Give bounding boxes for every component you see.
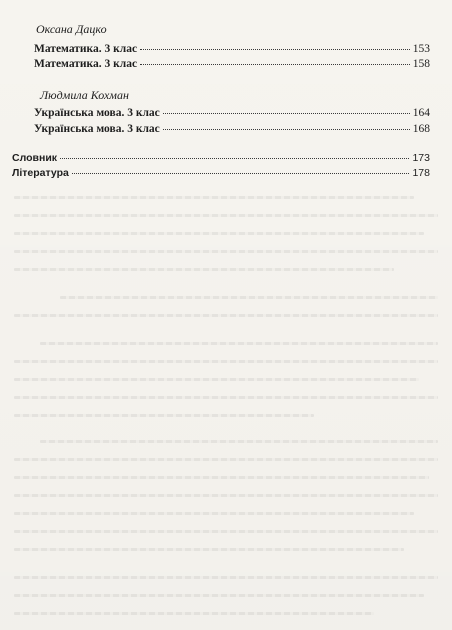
bleed-line	[14, 612, 374, 615]
toc-entry-page: 153	[412, 43, 430, 55]
toc-entry[interactable]	[34, 106, 430, 120]
bleed-line	[14, 458, 438, 461]
bleed-line	[14, 360, 438, 363]
bleed-line	[14, 396, 438, 399]
dot-leader	[60, 149, 409, 159]
bleed-line	[14, 214, 438, 217]
toc-entry-bibliography[interactable]	[12, 166, 430, 180]
bleed-line	[14, 494, 438, 497]
section-author: Людмила Кохман	[40, 88, 129, 102]
toc-entry-page: 178	[412, 167, 430, 179]
toc-entry-page: 173	[412, 152, 430, 164]
bleed-line	[14, 476, 429, 479]
bleed-line	[14, 196, 414, 199]
bleed-line	[40, 440, 438, 443]
toc-entry-title: Математика. 3 клас	[34, 43, 138, 55]
toc-entry-page: 168	[412, 123, 430, 135]
dot-leader	[140, 40, 410, 50]
bleed-line	[14, 414, 314, 417]
toc-entry-page: 158	[412, 58, 430, 70]
toc-entry-title: Математика. 3 клас	[34, 58, 138, 70]
bleed-line	[14, 512, 414, 515]
toc-entry-dictionary[interactable]	[12, 151, 430, 165]
bleed-line	[14, 268, 394, 271]
toc-entry-page: 164	[412, 107, 430, 119]
bleed-line	[14, 594, 424, 597]
toc-entry[interactable]	[34, 42, 430, 56]
toc-entry[interactable]	[34, 122, 430, 136]
toc-entry-title: Словник	[12, 152, 58, 164]
bleed-line	[14, 576, 438, 579]
dot-leader	[140, 55, 410, 65]
toc-entry-title: Українська мова. 3 клас	[34, 123, 160, 135]
section-author: Оксана Дацко	[36, 22, 107, 36]
dot-leader	[72, 164, 410, 174]
dot-leader	[163, 104, 410, 114]
dot-leader	[163, 120, 410, 130]
bleed-line	[40, 342, 438, 345]
bleed-line	[14, 530, 438, 533]
bleed-line	[60, 296, 438, 299]
bleed-line	[14, 548, 404, 551]
bleed-line	[14, 378, 419, 381]
toc-entry[interactable]	[34, 57, 430, 71]
toc-entry-title: Українська мова. 3 клас	[34, 107, 160, 119]
bleed-line	[14, 250, 438, 253]
toc-entry-title: Література	[12, 167, 69, 179]
bleed-line	[14, 232, 424, 235]
bleed-line	[14, 314, 438, 317]
